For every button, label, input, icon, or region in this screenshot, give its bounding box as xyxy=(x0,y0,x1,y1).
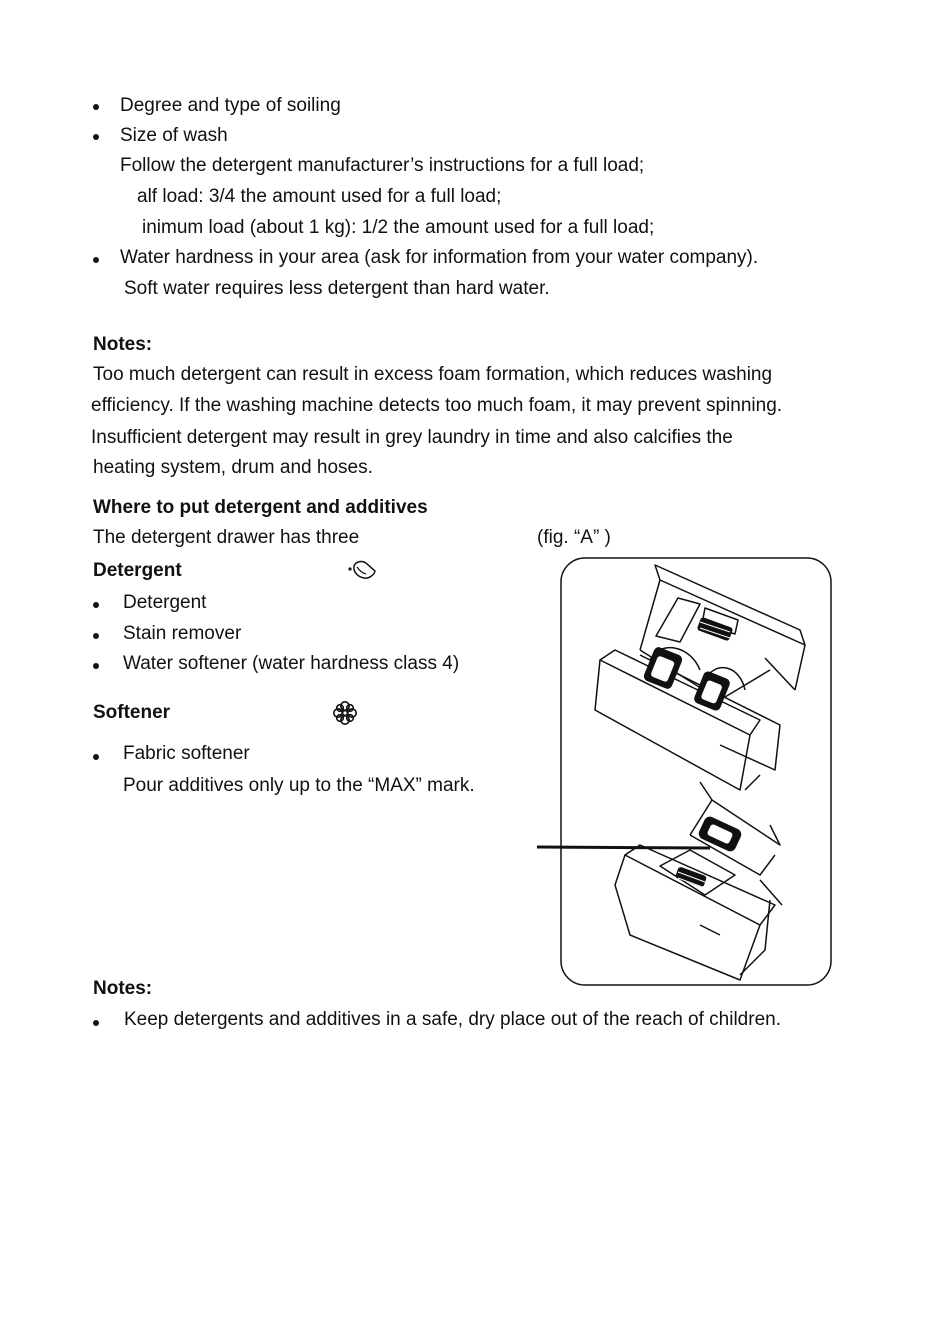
figure-reference: (fig. “A” ) xyxy=(537,527,611,548)
instruction-minimum-load: inimum load (about 1 kg): 1/2 the amount used for a full load; xyxy=(142,217,655,238)
drawer-intro: The detergent drawer has three xyxy=(93,527,360,548)
notes-heading: Notes: xyxy=(93,334,153,355)
notes-line: Too much detergent can result in excess foam formation, which reduces washing xyxy=(93,364,773,385)
max-note: Pour additives only up to the “MAX” mark. xyxy=(123,775,475,796)
detergent-item: Detergent xyxy=(123,592,207,613)
detergent-item: Water softener (water hardness class 4) xyxy=(123,653,460,674)
section-heading: Where to put detergent and additives xyxy=(93,497,428,518)
instruction-half-load: alf load: 3/4 the amount used for a full load; xyxy=(137,186,502,207)
bullet xyxy=(93,104,99,110)
notes-heading: Notes: xyxy=(93,978,153,999)
list-item-size: Size of wash xyxy=(120,125,228,146)
bullet xyxy=(93,134,99,140)
instruction-follow: Follow the detergent manufacturer’s instructions for a full load; xyxy=(120,155,645,176)
bullet xyxy=(93,1020,99,1026)
list-item-soiling: Degree and type of soiling xyxy=(120,95,341,116)
instruction-soft-water: Soft water requires less detergent than hard water. xyxy=(124,278,550,299)
detergent-drawer-illustration xyxy=(530,552,930,992)
softener-item: Fabric softener xyxy=(123,743,250,764)
flower-icon xyxy=(333,700,357,726)
detergent-heading: Detergent xyxy=(93,560,182,581)
bullet xyxy=(93,663,99,669)
notes-line: Insufficient detergent may result in grey laundry in time and also calcifies the xyxy=(91,427,733,448)
softener-heading: Softener xyxy=(93,702,171,723)
notes-line: efficiency. If the washing machine detects too much foam, it may prevent spinning. xyxy=(91,395,783,416)
bullet xyxy=(93,754,99,760)
list-item-hardness: Water hardness in your area (ask for information from your water company). xyxy=(120,247,759,268)
bullet xyxy=(93,633,99,639)
detergent-item: Stain remover xyxy=(123,623,242,644)
bullet xyxy=(93,602,99,608)
notes-line: heating system, drum and hoses. xyxy=(93,457,373,478)
detergent-icon xyxy=(346,558,378,580)
notes-item: Keep detergents and additives in a safe, dry place out of the reach of children. xyxy=(124,1009,781,1030)
bullet xyxy=(93,257,99,263)
